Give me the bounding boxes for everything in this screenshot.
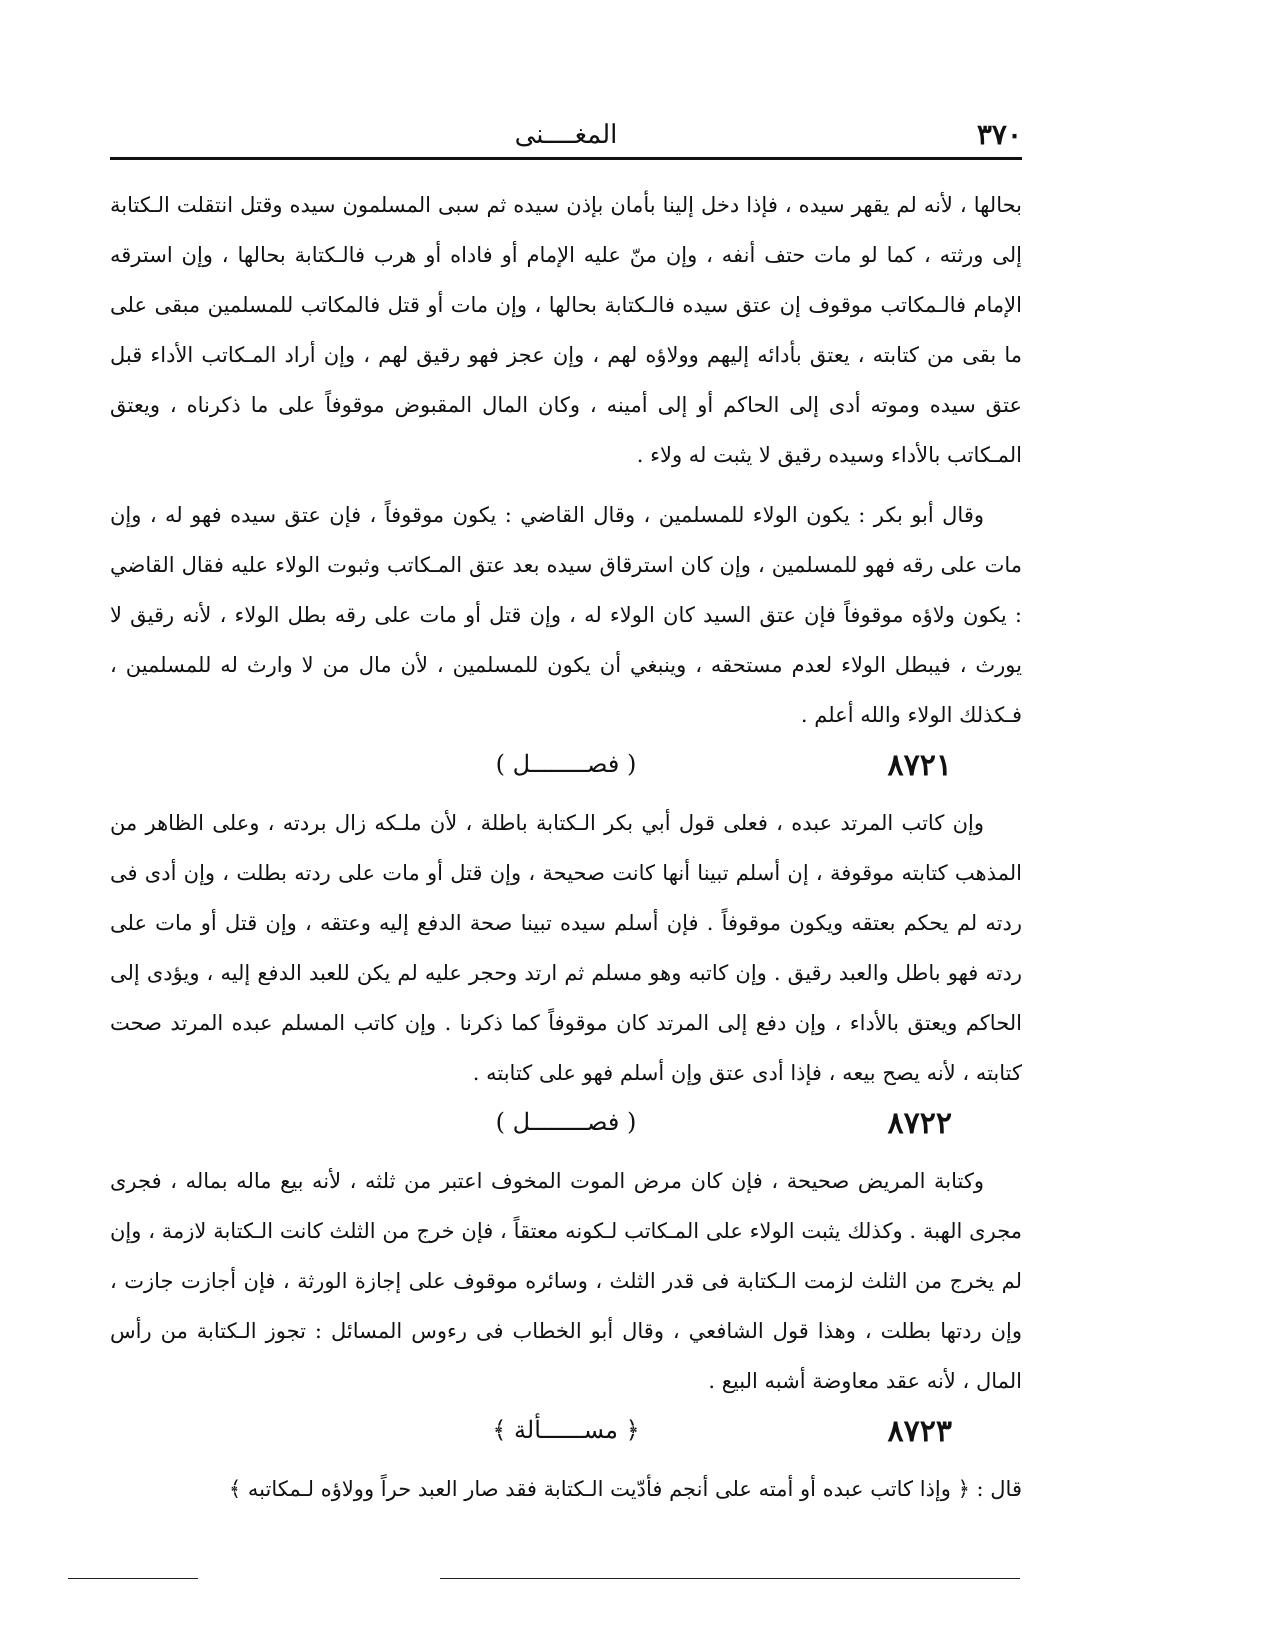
page-header <box>110 112 1022 156</box>
running-title: المغــــنى <box>514 120 618 150</box>
paragraph-abu-bakr: وقال أبو بكر : يكون الولاء للمسلمين ، وقال القاضي : يكون موقوفاً ، فإن عتق سيده فهو له ، وإن مات على رقه فهو للمسلمين ، وإن كان استرقاق سيده بعد عتق المـكاتب وثبوت الولاء عليه فقال القاضي : يكون ولاؤه موقوفاً فإن عتق السيد كان الولاء له ، وإن قتل أو مات على رقه بطل الولاء ، لأنه رقيق لا يورث ، فيبطل الولاء لعدم مستحقه ، وينبغي أن يكون للمسلمين ، لأن مال من لا وارث له للمسلمين ، فـكذلك الولاء والله أعلم . <box>110 503 1022 727</box>
section-heading-8723 <box>110 1410 1022 1462</box>
page-body <box>110 180 1022 1514</box>
paragraph-8723: قال : ﴿ وإذا كاتب عبده أو أمته على أنجم فأدّيت الـكتابة فقد صار العبد حراً وولاؤه لـمكاتبه ﴾ <box>228 1477 1022 1501</box>
section-heading-8721 <box>110 744 1022 796</box>
section-number: ٨٧٢٣ <box>887 1414 952 1449</box>
paragraph-continuation: بحالها ، لأنه لم يقهر سيده ، فإذا دخل إلينا بأمان بإذن سيده ثم سبى المسلمون سيده وقتل انتقلت الـكتابة إلى ورثته ، كما لو مات حتف أنفه ، وإن منّ عليه الإمام أو فاداه أو هرب فالـكتابة بحالها ، وإن استرقه الإمام فالـمكاتب موقوف إن عتق سيده فالـكتابة بحالها ، وإن مات أو قتل فالمكاتب للمسلمين مبقى على ما بقى من كتابته ، يعتق بأدائه إليهم وولاؤه لهم ، وإن عجز فهو رقيق لهم ، وإن أراد المـكاتب الأداء قبل عتق سيده وموته أدى إلى الحاكم أو إلى أمينه ، وكان المال المقبوض موقوفاً على ما ذكرناه ، ويعتق المـكاتب بالأداء وسيده رقيق لا يثبت له ولاء . <box>110 193 1023 467</box>
section-heading-8722 <box>110 1102 1022 1154</box>
footnote-rule-short <box>68 1578 198 1579</box>
header-rule <box>110 157 1022 160</box>
section-number: ٨٧٢٢ <box>887 1106 952 1141</box>
footnote-rule-long <box>440 1578 1020 1579</box>
section-label: ( فصــــــــل ) <box>495 750 637 778</box>
page-number: ٣٧٠ <box>976 118 1022 151</box>
section-label: ( فصــــــــل ) <box>495 1108 637 1136</box>
section-label: ﴿ مســــــألة ﴾ <box>492 1416 640 1444</box>
paragraph-8722: وكتابة المريض صحيحة ، فإن كان مرض الموت المخوف اعتبر من ثلثه ، لأنه بيع ماله بماله ، فجرى مجرى الهبة . وكذلك يثبت الولاء على المـكاتب لـكونه معتقاً ، فإن خرج من الثلث كانت الـكتابة لازمة ، وإن لم يخرج من الثلث لزمت الـكتابة فى قدر الثلث ، وسائره موقوف على إجازة الورثة ، فإن أجازت جازت ، وإن ردتها بطلت ، وهذا قول الشافعي ، وقال أبو الخطاب فى رءوس المسائل : تجوز الـكتابة من رأس المال ، لأنه عقد معاوضة أشبه البيع . <box>110 1169 1022 1393</box>
section-number: ٨٧٢١ <box>887 748 952 783</box>
paragraph-8721: وإن كاتب المرتد عبده ، فعلى قول أبي بكر الـكتابة باطلة ، لأن ملـكه زال بردته ، وعلى الظاهر من المذهب كتابته موقوفة ، إن أسلم تبينا أنها كانت صحيحة ، وإن قتل أو مات على ردته بطلت ، وإن أدى فى ردته لم يحكم بعتقه ويكون موقوفاً . فإن أسلم سيده تبينا صحة الدفع إليه وعتقه ، وإن قتل أو مات على ردته فهو باطل والعبد رقيق . وإن كاتبه وهو مسلم ثم ارتد وحجر عليه لم يكن للعبد الدفع إليه ، ويؤدى إلى الحاكم ويعتق بالأداء ، وإن دفع إلى المرتد كان موقوفاً كما ذكرنا . وإن كاتب المسلم عبده المرتد صحت كتابته ، لأنه يصح بيعه ، فإذا أدى عتق وإن أسلم فهو على كتابته . <box>110 811 1022 1085</box>
